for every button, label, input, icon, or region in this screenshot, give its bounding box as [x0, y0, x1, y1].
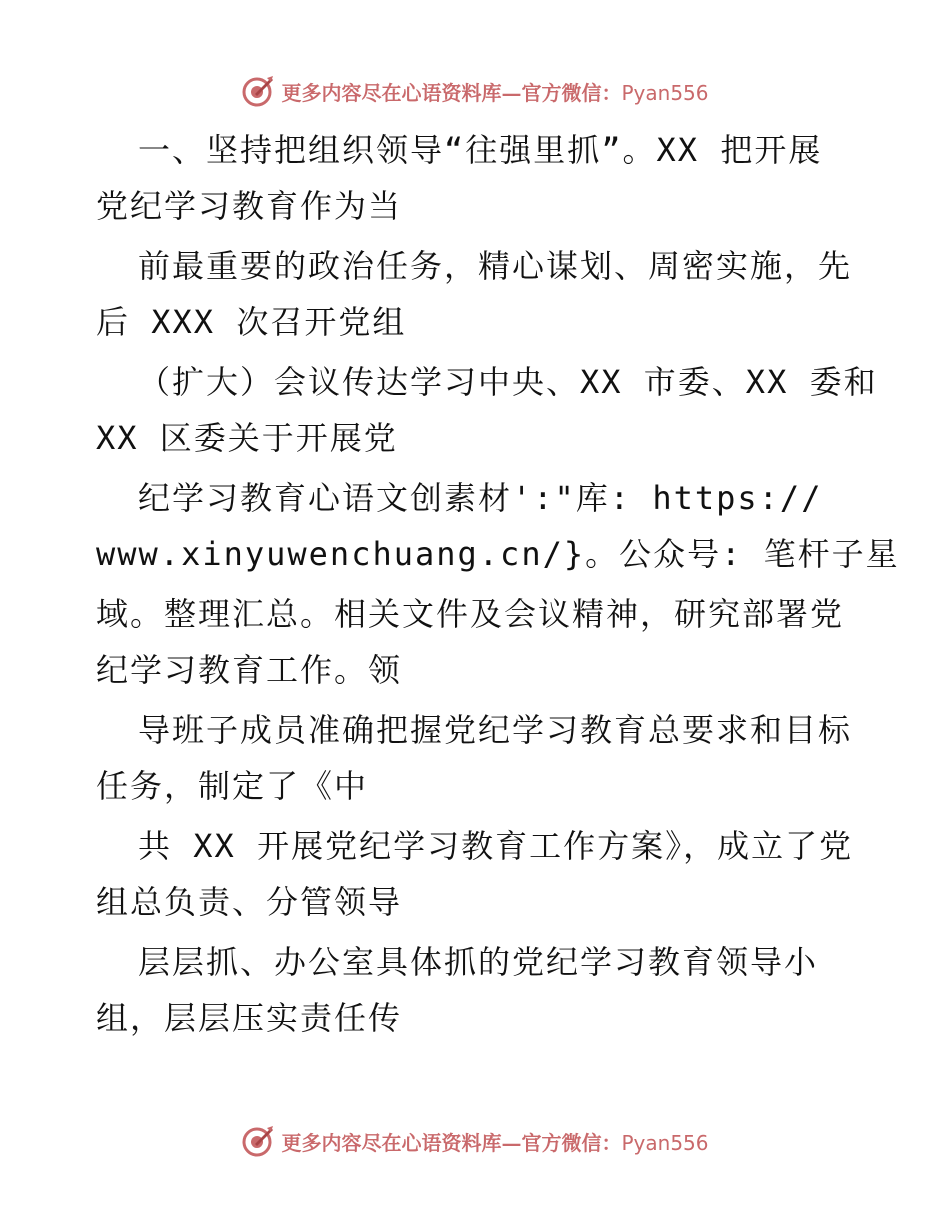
body-line-3: 前最重要的政治任务，精心谋划、周密实施，先 [138, 247, 853, 285]
quill-seal-icon [241, 74, 275, 108]
footer-wechat-id: Pyan556 [621, 1130, 709, 1155]
body-line-5: （扩大）会议传达学习中央、XX 市委、XX 委和 [138, 363, 878, 401]
body-line-9: 域。整理汇总。相关文件及会议精神，研究部署党 [96, 595, 845, 633]
header-banner-text: 更多内容尽在心语资料库—官方微信：Pyan556 [281, 80, 709, 105]
body-line-2: 党纪学习教育作为当 [96, 187, 403, 225]
body-line-14: 组总负责、分管领导 [96, 883, 403, 921]
body-line-10: 纪学习教育工作。领 [96, 651, 403, 689]
body-line-16: 组，层层压实责任传 [96, 999, 403, 1037]
quill-seal-icon [241, 1124, 275, 1158]
body-line-4: 后 XXX 次召开党组 [96, 303, 407, 341]
body-line-8: www.xinyuwenchuang.cn/}。公众号: 笔杆子星 [96, 535, 900, 573]
body-line-11: 导班子成员准确把握党纪学习教育总要求和目标 [138, 711, 853, 749]
header-wechat-id: Pyan556 [621, 80, 709, 105]
body-line-13: 共 XX 开展党纪学习教育工作方案》，成立了党 [138, 827, 854, 865]
footer-banner-text: 更多内容尽在心语资料库—官方微信：Pyan556 [281, 1130, 709, 1155]
body-line-1: 一、坚持把组织领导“往强里抓”。XX 把开展 [138, 131, 823, 169]
body-line-15: 层层抓、办公室具体抓的党纪学习教育领导小 [138, 943, 819, 981]
body-line-7: 纪学习教育心语文创素材':"库: https:// [138, 479, 823, 517]
body-line-12: 任务，制定了《中 [96, 767, 369, 805]
footer-banner [0, 1124, 950, 1158]
header-banner [0, 74, 950, 108]
body-line-6: XX 区委关于开展党 [96, 419, 398, 457]
